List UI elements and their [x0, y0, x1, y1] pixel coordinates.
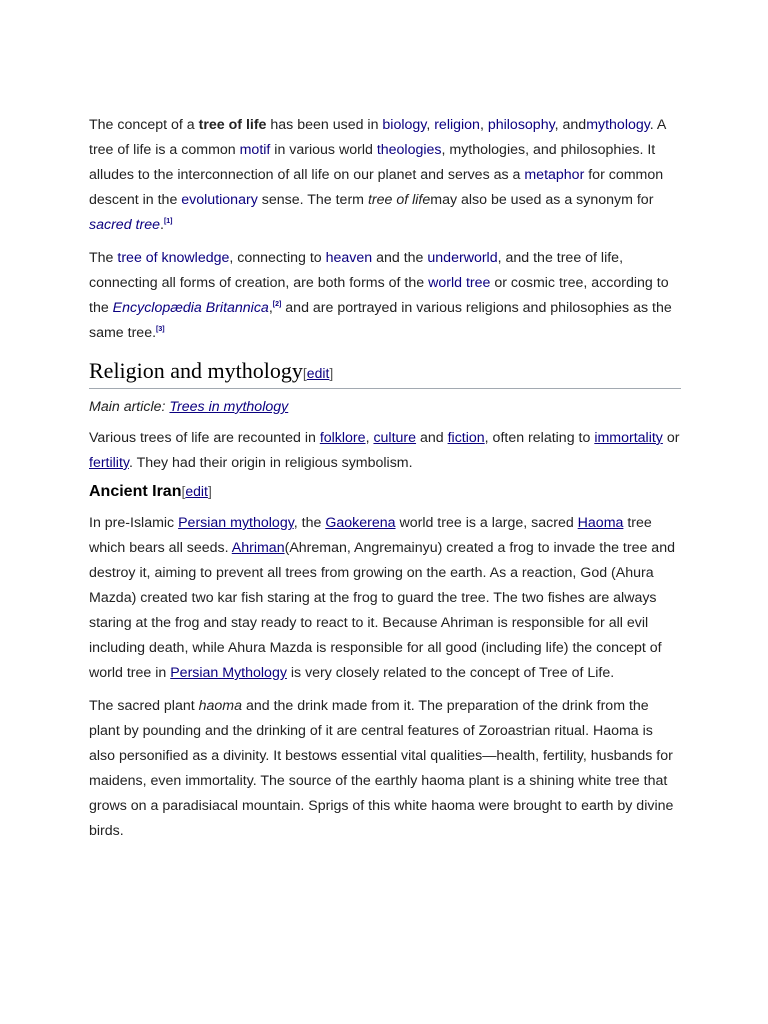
hatnote-prefix: Main article: [89, 399, 170, 415]
link-culture[interactable]: culture [373, 430, 417, 446]
link-motif[interactable]: motif [239, 142, 271, 158]
italic-term: Encyclopædia Britannica [112, 300, 269, 316]
text: tree which bears all seeds. [89, 515, 652, 556]
text: , connecting to [229, 250, 326, 266]
link-evolutionary[interactable]: evolutionary [181, 192, 258, 208]
heading-text: Ancient Iran [89, 483, 182, 500]
link-sacred-tree[interactable] [89, 217, 160, 233]
text: or cosmic tree, according to the [89, 275, 669, 316]
edit-link[interactable]: edit [185, 483, 208, 499]
text: in various world [270, 142, 377, 158]
bold-term: tree of life [198, 117, 267, 133]
link-underworld[interactable]: underworld [427, 250, 498, 266]
text: The sacred plant [89, 698, 199, 714]
link-tree-of-knowledge[interactable]: tree of knowledge [117, 250, 230, 266]
iran-paragraph-1 [89, 511, 681, 686]
link-heaven[interactable]: heaven [325, 250, 373, 266]
link-gaokerena[interactable]: Gaokerena [325, 515, 396, 531]
second-paragraph [89, 246, 681, 346]
article-content [89, 113, 681, 844]
text: , [426, 117, 435, 133]
text: (Ahreman, Angremainyu) created a frog to invade the tree and destroy it, aiming to prevent all trees from growing on the earth. As a reaction, God (Ahura Mazda) created two kar fish staring at the frog to guard the tree. The two fishes are always staring at the frog and stay ready to react to it. Because Ahriman is responsible for all evil including death, while Ahura Mazda is responsible for all good (including life) the concept of world tree in [89, 540, 675, 681]
text: , [479, 117, 488, 133]
text: , the [293, 515, 326, 531]
text: , [365, 430, 374, 446]
text: , and [554, 117, 587, 133]
iran-paragraph-2 [89, 694, 681, 844]
section-heading-religion [89, 356, 681, 389]
link-britannica[interactable] [113, 300, 269, 316]
text: , and the tree of life, connecting all forms of creation, are both forms of the [89, 250, 624, 291]
main-article-hatnote [89, 395, 681, 420]
link-world-tree[interactable]: world tree [428, 275, 491, 291]
section-heading-ancient-iran [89, 480, 681, 503]
heading-text: Religion and mythology [89, 358, 303, 383]
link-persian-mythology-2[interactable]: Persian Mythology [170, 665, 287, 681]
text: may also be used as a synonym for [430, 192, 654, 208]
text: . [159, 217, 164, 233]
italic-term: sacred tree [89, 217, 160, 233]
bracket: [ [302, 365, 307, 381]
religion-paragraph [89, 426, 681, 476]
link-trees-in-mythology[interactable]: Trees in mythology [169, 399, 289, 415]
text: is very closely related to the concept of Tree of Life. [286, 665, 615, 681]
link-theologies[interactable]: theologies [376, 142, 442, 158]
intro-paragraph [89, 113, 681, 238]
text: Various trees of life are recounted in [89, 430, 320, 446]
text: . They had their origin in religious symbolism. [128, 455, 413, 471]
text: The [89, 250, 118, 266]
edit-section [303, 365, 333, 381]
reference-3[interactable]: [3] [156, 326, 165, 333]
text: The concept of a [89, 117, 199, 133]
text: , often relating to [484, 430, 595, 446]
text: sense. The term [257, 192, 368, 208]
link-fiction[interactable]: fiction [447, 430, 485, 446]
link-philosophy[interactable]: philosophy [487, 117, 555, 133]
link-ahriman[interactable]: Ahriman [231, 540, 285, 556]
text: world tree is a large, sacred [395, 515, 578, 531]
text: and are portrayed in various religions and philosophies as the same tree. [89, 300, 672, 341]
link-immortality[interactable]: immortality [594, 430, 663, 446]
link-biology[interactable]: biology [382, 117, 427, 133]
edit-link[interactable]: edit [306, 365, 330, 381]
text: and the drink made from it. The preparation of the drink from the plant by pounding and the drinking of it are central features of Zoroastrian ritual. Haoma is also personified as a divinity. It bestows essential vital qualities—health, fertility, husbands for maidens, even immortality. The source of the earthly haoma plant is a shining white tree that grows on a paradisiacal mountain. Sprigs of this white haoma were brought to earth by divine birds. [89, 698, 674, 839]
bracket: ] [207, 483, 212, 499]
text: or [662, 430, 680, 446]
bracket: [ [181, 483, 186, 499]
text: , mythologies, and philosophies. It alludes to the interconnection of all life on our planet and serves as a [89, 142, 656, 183]
text: and the [372, 250, 428, 266]
reference-1[interactable]: [1] [163, 218, 173, 225]
italic-term: tree of life [367, 192, 431, 208]
italic-term: haoma [198, 698, 243, 714]
text: , [268, 300, 273, 316]
text: has been used in [266, 117, 383, 133]
text: In pre-Islamic [89, 515, 179, 531]
link-metaphor[interactable]: metaphor [524, 167, 585, 183]
text: . A tree of life is a common [89, 117, 666, 158]
reference-2[interactable]: [2] [272, 301, 282, 308]
link-religion[interactable]: religion [434, 117, 480, 133]
bracket: ] [329, 365, 334, 381]
link-haoma[interactable]: Haoma [577, 515, 624, 531]
text: and [416, 430, 448, 446]
link-persian-mythology[interactable]: Persian mythology [178, 515, 294, 531]
link-fertility[interactable]: fertility [89, 455, 129, 471]
link-mythology[interactable]: mythology [586, 117, 650, 133]
edit-section [181, 483, 211, 499]
link-folklore[interactable]: folklore [319, 430, 366, 446]
text: for common descent in the [89, 167, 664, 208]
